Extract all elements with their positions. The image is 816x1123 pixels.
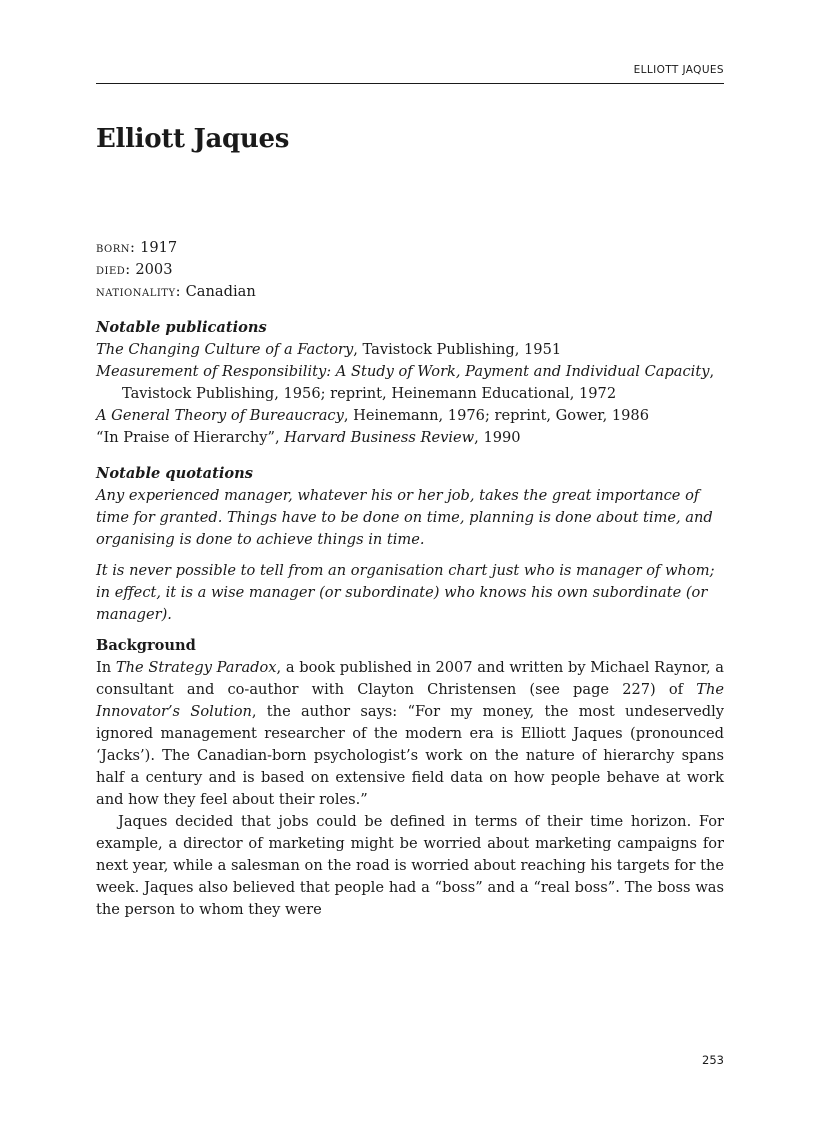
- publication-item: [96, 405, 724, 427]
- publication-journal: Harvard Business Review: [284, 429, 475, 446]
- fact-label: born:: [96, 239, 136, 256]
- header-rule: [96, 83, 724, 84]
- fact-born: [96, 237, 724, 259]
- publication-title: A General Theory of Bureaucracy: [96, 407, 344, 424]
- quotations-heading: Notable quotations: [96, 465, 253, 482]
- fact-died: [96, 259, 724, 281]
- publication-item: [96, 427, 724, 449]
- fact-nationality: [96, 281, 724, 303]
- background-paragraph: [96, 657, 724, 811]
- publications-list: [96, 339, 724, 449]
- fact-value: 1917: [135, 239, 178, 256]
- fact-label: nationality:: [96, 283, 181, 300]
- background-paragraph: Jaques decided that jobs could be defined in terms of their time horizon. For example, a director of marketing might be worried about marketing campaigns for next year, while a salesman on the road is worried about reaching his targets for the week. Jaques also believed that people had a “boss” and a “real boss”. The boss was the person to whom they were: [96, 813, 724, 918]
- text-run: , a book published in 2007 and written by Michael Raynor, a consultant and co-author with Clayton Christensen (see page 227) of: [96, 659, 724, 698]
- quotation: Any experienced manager, whatever his or her job, takes the great importance of time for granted. Things have to be done on time, planning is done about time, and organising is done to achieve things in time.: [96, 487, 713, 548]
- publication-item: [96, 339, 724, 361]
- book-title: The Strategy Paradox: [115, 659, 277, 676]
- fact-value: 2003: [130, 261, 173, 278]
- publication-details: , 1990: [474, 429, 521, 446]
- publication-details: , Tavistock Publishing, 1956; reprint, Heinemann Educational, 1972: [122, 363, 715, 402]
- publication-details: , Tavistock Publishing, 1951: [353, 341, 562, 358]
- publication-item: [96, 361, 724, 405]
- fact-value: Canadian: [181, 283, 256, 300]
- publication-title: The Changing Culture of a Factory: [96, 341, 354, 358]
- text-run: In: [96, 659, 116, 676]
- book-title: The Innovator’s Solution: [96, 681, 724, 720]
- page-number: 253: [702, 1053, 724, 1067]
- page-body: [96, 237, 724, 921]
- background-heading: Background: [96, 637, 196, 654]
- publications-heading: Notable publications: [96, 319, 267, 336]
- publication-title: Measurement of Responsibility: A Study of Work, Payment and Individual Capacity: [96, 363, 710, 380]
- quotation: It is never possible to tell from an organisation chart just who is manager of whom; in effect, it is a wise manager (or subordinate) who knows his own subordinate (or manager).: [96, 562, 715, 623]
- facts-list: [96, 237, 724, 303]
- publication-details: , Heinemann, 1976; reprint, Gower, 1986: [343, 407, 650, 424]
- fact-label: died:: [96, 261, 131, 278]
- publication-article: “In Praise of Hierarchy”,: [96, 429, 285, 446]
- chapter-title: Elliott Jaques: [96, 124, 290, 154]
- running-head: ELLIOTT JAQUES: [633, 64, 724, 76]
- text-run: , the author says: “For my money, the most undeservedly ignored management researcher of the modern era is Elliott Jaques (pronounced ‘Jacks’). The Canadian-born psychologist’s work on the nature of hierarchy spans half a century and is based on extensive field data on how people behave at work and how they feel about their roles.”: [96, 703, 724, 808]
